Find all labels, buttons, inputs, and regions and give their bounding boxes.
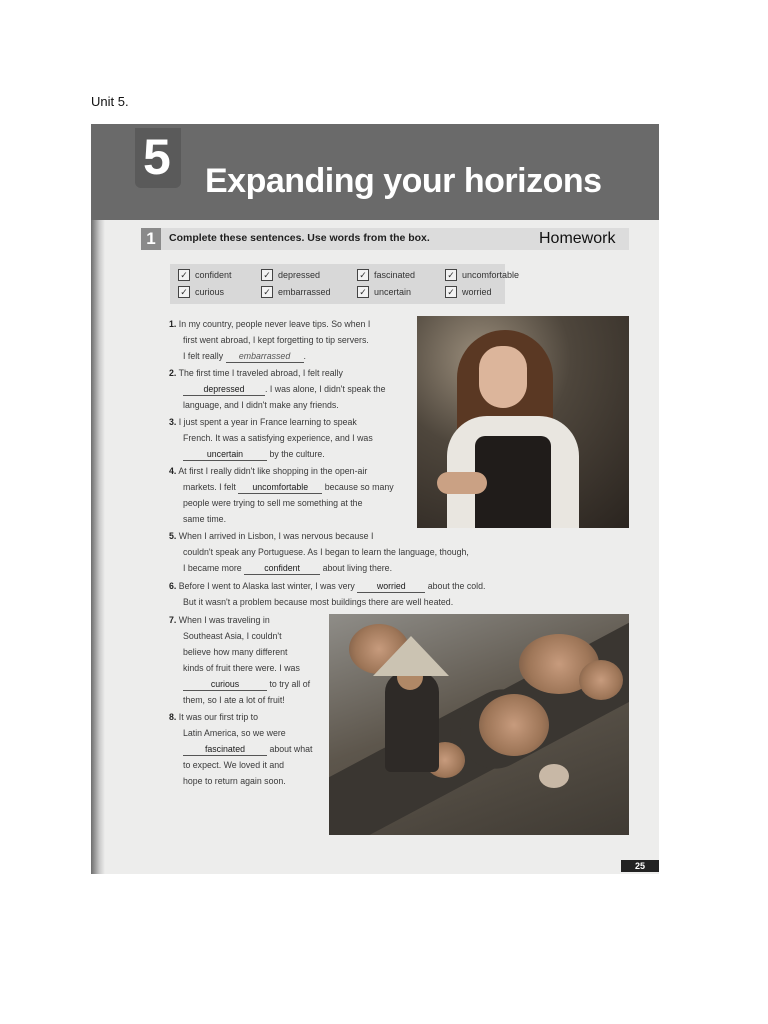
checkbox-icon: ✓ xyxy=(445,286,457,298)
word-item: ✓ uncertain xyxy=(357,286,411,298)
answer-blank: uncomfortable xyxy=(238,482,322,494)
page-number: 25 xyxy=(621,860,659,872)
checkbox-icon: ✓ xyxy=(357,286,369,298)
item-2-line: 2. The first time I traveled abroad, I felt really xyxy=(169,368,343,378)
item-4-line: markets. I felt uncomfortable because so many xyxy=(183,482,394,492)
photo-fruit-basket xyxy=(579,660,623,700)
item-7-line: Southeast Asia, I couldn't xyxy=(183,631,282,641)
item-7-line: them, so I ate a lot of fruit! xyxy=(183,695,285,705)
photo-fruit-basket xyxy=(479,694,549,756)
answer-blank: depressed xyxy=(183,384,265,396)
homework-label: Homework xyxy=(539,230,616,247)
photo-figure-face xyxy=(479,346,527,408)
item-3-line: 3. I just spent a year in France learning to speak xyxy=(169,417,357,427)
word-item: ✓ depressed xyxy=(261,269,320,281)
item-7-line: 7. When I was traveling in xyxy=(169,615,270,625)
page-binding-shadow xyxy=(91,124,105,874)
answer-blank: curious xyxy=(183,679,267,691)
item-4-line: people were trying to sell me something at the xyxy=(183,498,363,508)
photo-figure-hands xyxy=(437,472,487,494)
textbook-page xyxy=(91,124,659,874)
item-7-line: curious to try all of xyxy=(183,678,310,691)
answer-blank: embarrassed xyxy=(226,351,304,363)
unit-number: 5 xyxy=(143,129,171,185)
item-7-line: kinds of fruit there were. I was xyxy=(183,663,300,673)
item-8-line: hope to return again soon. xyxy=(183,776,286,786)
word-item: ✓ confident xyxy=(178,269,232,281)
checkbox-icon: ✓ xyxy=(445,269,457,281)
item-4-line: same time. xyxy=(183,514,227,524)
word-item: ✓ worried xyxy=(445,286,492,298)
item-6-line: 6. Before I went to Alaska last winter, I was very worried about the cold. xyxy=(169,581,486,591)
exercise-number: 1 xyxy=(141,228,161,250)
answer-blank: fascinated xyxy=(183,744,267,756)
checkbox-icon: ✓ xyxy=(357,269,369,281)
item-2-line: language, and I didn't make any friends. xyxy=(183,400,339,410)
unit-title: Expanding your horizons xyxy=(205,162,602,200)
word-box xyxy=(170,264,520,304)
answer-blank: uncertain xyxy=(183,449,267,461)
word-item: ✓ uncomfortable xyxy=(445,269,519,281)
item-5-line: I became more confident about living there. xyxy=(183,563,393,573)
item-8-line: 8. It was our first trip to xyxy=(169,712,258,722)
word-item: ✓ fascinated xyxy=(357,269,415,281)
checkbox-icon: ✓ xyxy=(178,286,190,298)
checkbox-icon: ✓ xyxy=(178,269,190,281)
word-item: ✓ embarrassed xyxy=(261,286,331,298)
photo-fruit xyxy=(539,764,569,788)
checkbox-icon: ✓ xyxy=(261,269,273,281)
item-5-line: couldn't speak any Portuguese. As I began to learn the language, though, xyxy=(183,547,469,557)
exercise-instruction: Complete these sentences. Use words from the box. xyxy=(169,232,430,244)
item-8-line: to expect. We loved it and xyxy=(183,760,285,770)
photo-floating-fruit-market xyxy=(329,614,629,835)
item-4-line: 4. At first I really didn't like shopping in the open-air xyxy=(169,466,368,476)
item-1-line: 1. In my country, people never leave tips. So when I xyxy=(169,319,371,329)
photo-woman-counting-money xyxy=(417,316,629,528)
word-item: ✓ curious xyxy=(178,286,224,298)
item-2-line: depressed . I was alone, I didn't speak the xyxy=(183,383,386,396)
answer-blank: worried xyxy=(357,581,425,593)
item-3-line: uncertain by the culture. xyxy=(183,448,325,461)
item-3-line: French. It was a satisfying experience, and I was xyxy=(183,433,373,443)
item-7-line: believe how many different xyxy=(183,647,288,657)
item-1-line: I felt really embarrassed . xyxy=(183,351,306,361)
unit-banner xyxy=(91,124,659,220)
item-6-line: But it wasn't a problem because most buildings there are well heated. xyxy=(183,597,454,607)
item-8-line: Latin America, so we were xyxy=(183,728,286,738)
item-5-line: 5. When I arrived in Lisbon, I was nervous because I xyxy=(169,531,374,541)
item-1-line: first went abroad, I kept forgetting to tip servers. xyxy=(183,335,369,345)
answer-blank: confident xyxy=(244,563,320,575)
item-8-line: fascinated about what xyxy=(183,743,313,756)
checkbox-icon: ✓ xyxy=(261,286,273,298)
document-label: Unit 5. xyxy=(91,94,129,109)
